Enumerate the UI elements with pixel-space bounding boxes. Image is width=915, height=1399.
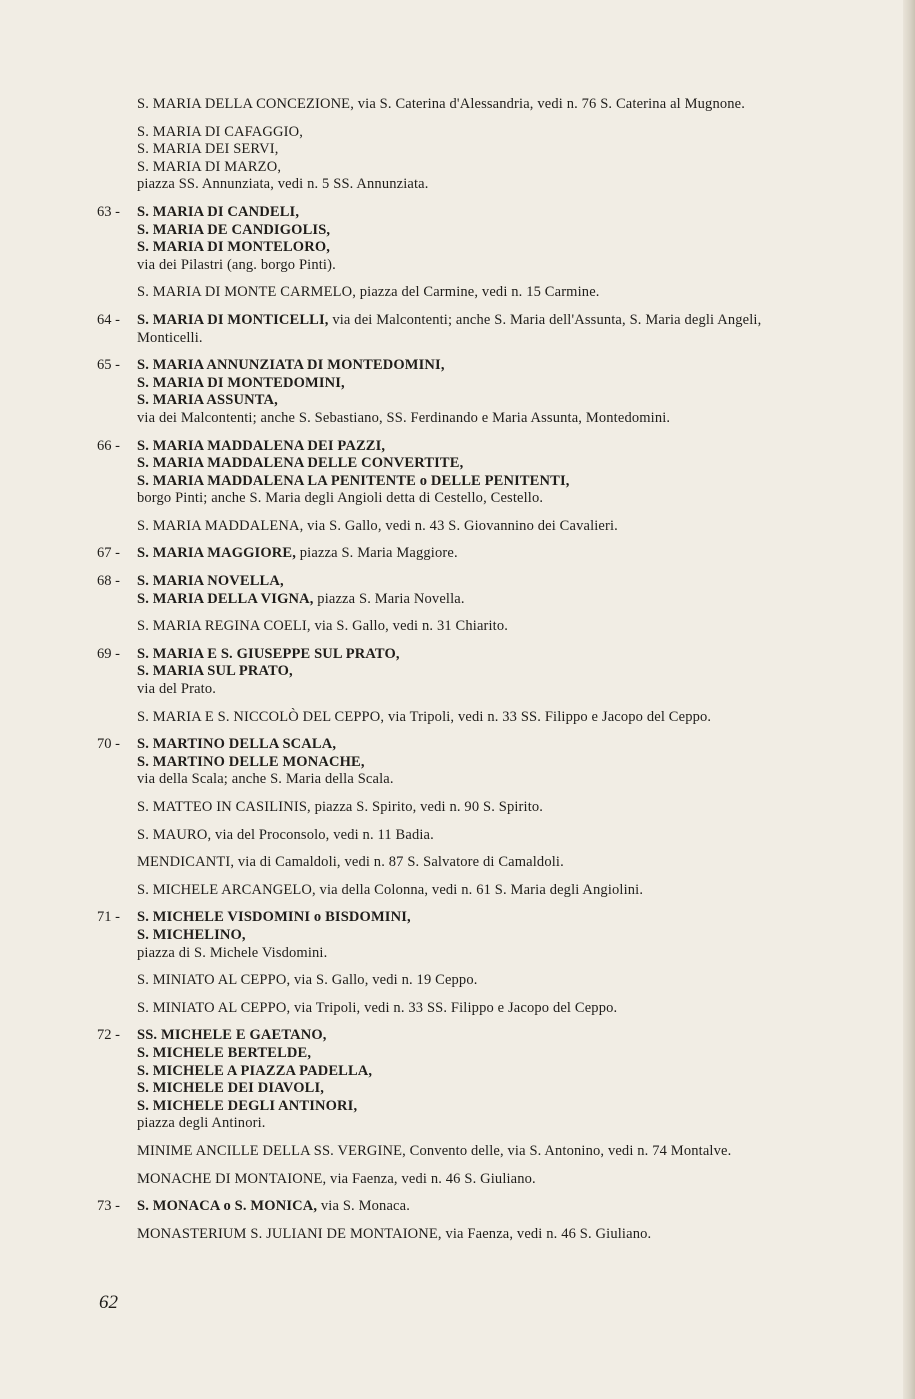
entry-title: S. MICHELE VISDOMINI o BISDOMINI,: [137, 909, 411, 926]
entry-line: [0, 312, 915, 330]
entry-line: [0, 1080, 915, 1098]
entry-number: 67 -: [97, 545, 120, 562]
entry-line: [0, 827, 915, 845]
entry-line: [0, 972, 915, 990]
entry-line: [0, 681, 915, 699]
entry-line: [0, 927, 915, 945]
numbered-entry: [0, 646, 915, 699]
entry-number: 64 -: [97, 311, 120, 328]
entry-title: S. MARIA MADDALENA LA PENITENTE o DELLE PENITENTI,: [137, 472, 570, 489]
numbered-entry: [0, 909, 915, 962]
entry-text: Monticelli.: [137, 329, 203, 346]
cross-reference-entry: [0, 972, 915, 990]
entry-text: MONASTERIUM S. JULIANI DE MONTAIONE, via Faenza, vedi n. 46 S. Giuliano.: [137, 1225, 652, 1242]
entry-line: [0, 1063, 915, 1081]
entry-text: MONACHE DI MONTAIONE, via Faenza, vedi n. 46 S. Giuliano.: [137, 1170, 536, 1187]
numbered-entry: [0, 573, 915, 608]
entry-line: [0, 518, 915, 536]
entry-title: S. MARIA DI MONTEDOMINI,: [137, 374, 345, 391]
entry-title: S. MARIA NOVELLA,: [137, 573, 284, 590]
entry-text: S. MARIA REGINA COELI, via S. Gallo, vedi n. 31 Chiarito.: [137, 618, 509, 635]
entry-line: [0, 754, 915, 772]
entry-line: [0, 410, 915, 428]
entry-text: S. MATTEO IN CASILINIS, piazza S. Spirito, vedi n. 90 S. Spirito.: [137, 799, 544, 815]
entry-text: S. MINIATO AL CEPPO, via S. Gallo, vedi n. 19 Ceppo.: [137, 972, 478, 989]
entry-line: [0, 239, 915, 257]
entry-text: S. MARIA DEI SERVI,: [137, 141, 279, 158]
entry-title: S. MARIA MAGGIORE,: [137, 545, 296, 562]
entry-title: S. MICHELINO,: [137, 926, 246, 943]
cross-reference-entry: [0, 284, 915, 302]
entry-line: [0, 1027, 915, 1045]
entry-line: [0, 96, 915, 114]
entry-text: via S. Monaca.: [317, 1198, 410, 1215]
entry-text: piazza degli Antinori.: [137, 1115, 266, 1132]
entry-title: S. MARIA ANNUNZIATA DI MONTEDOMINI,: [137, 357, 445, 374]
entry-title: S. MARTINO DELLA SCALA,: [137, 736, 337, 753]
entry-line: [0, 1226, 915, 1244]
entry-number: 73 -: [97, 1198, 120, 1215]
entry-line: [0, 455, 915, 473]
cross-reference-entry: [0, 96, 915, 114]
entry-line: [0, 591, 915, 609]
entry-text: piazza di S. Michele Visdomini.: [137, 944, 328, 961]
entry-text: via della Scala; anche S. Maria della Scala.: [137, 771, 394, 788]
entry-line: [0, 284, 915, 302]
entry-line: [0, 545, 915, 563]
entry-line: [0, 1000, 915, 1018]
entry-text: S. MAURO, via del Proconsolo, vedi n. 11 Badia.: [137, 826, 434, 843]
entry-line: [0, 222, 915, 240]
entry-title: S. MARIA DI MONTELORO,: [137, 239, 331, 256]
entry-text: S. MARIA MADDALENA, via S. Gallo, vedi n. 43 S. Giovannino dei Cavalieri.: [137, 517, 618, 534]
entry-title: S. MARIA DI CANDELI,: [137, 203, 300, 220]
entry-line: [0, 392, 915, 410]
cross-reference-entry: [0, 827, 915, 845]
entry-text: via del Prato.: [137, 681, 217, 698]
entry-line: [0, 945, 915, 963]
entry-line: [0, 1198, 915, 1216]
entry-text: piazza S. Maria Novella.: [313, 590, 465, 607]
page-number: 62: [99, 1292, 118, 1313]
entry-title: S. MARIA DELLA VIGNA,: [137, 590, 314, 607]
cross-reference-entry: [0, 1000, 915, 1018]
entry-line: [0, 882, 915, 900]
entry-title: S. MARIA SUL PRATO,: [137, 663, 293, 680]
entry-line: [0, 736, 915, 754]
entry-text: via dei Malcontenti; anche S. Sebastiano, SS. Ferdinando e Maria Assunta, Montedomini.: [137, 409, 671, 426]
entry-line: [0, 1171, 915, 1189]
cross-reference-entry: [0, 1171, 915, 1189]
index-entries: [0, 96, 915, 1253]
entry-line: [0, 909, 915, 927]
entry-line: [0, 375, 915, 393]
entry-title: SS. MICHELE E GAETANO,: [137, 1027, 327, 1044]
cross-reference-entry: [0, 882, 915, 900]
entry-line: [0, 490, 915, 508]
entry-line: [0, 1115, 915, 1133]
entry-line: [0, 159, 915, 177]
cross-reference-entry: [0, 799, 915, 817]
cross-reference-entry: [0, 618, 915, 636]
entry-text: via dei Malcontenti; anche S. Maria dell'Assunta, S. Maria degli Angeli,: [328, 311, 762, 328]
entry-text: S. MINIATO AL CEPPO, via Tripoli, vedi n. 33 SS. Filippo e Jacopo del Ceppo.: [137, 999, 618, 1016]
cross-reference-entry: [0, 1226, 915, 1244]
entry-text: borgo Pinti; anche S. Maria degli Angioli detta di Cestello, Cestello.: [137, 490, 544, 507]
numbered-entry: [0, 204, 915, 274]
entry-title: S. MARIA E S. GIUSEPPE SUL PRATO,: [137, 645, 400, 662]
numbered-entry: [0, 312, 915, 347]
entry-title: S. MARIA MADDALENA DEI PAZZI,: [137, 437, 386, 454]
entry-line: [0, 1098, 915, 1116]
numbered-entry: [0, 736, 915, 789]
entry-title: S. MARIA ASSUNTA,: [137, 392, 278, 409]
cross-reference-entry: [0, 1143, 915, 1161]
entry-title: S. MICHELE DEGLI ANTINORI,: [137, 1097, 358, 1114]
numbered-entry: [0, 357, 915, 427]
entry-text: S. MARIA DI MONTE CARMELO, piazza del Carmine, vedi n. 15 Carmine.: [137, 284, 600, 301]
cross-reference-entry: [0, 854, 915, 872]
entry-text: S. MARIA DI CAFAGGIO,: [137, 123, 304, 140]
entry-title: S. MONACA o S. MONICA,: [137, 1198, 318, 1215]
entry-text: piazza S. Maria Maggiore.: [296, 545, 458, 562]
entry-line: [0, 1045, 915, 1063]
entry-title: S. MARIA DI MONTICELLI,: [137, 311, 329, 328]
entry-text: MINIME ANCILLE DELLA SS. VERGINE, Convento delle, via S. Antonino, vedi n. 74 Montalve.: [137, 1142, 732, 1159]
entry-line: [0, 204, 915, 222]
entry-text: piazza SS. Annunziata, vedi n. 5 SS. Annunziata.: [137, 176, 429, 193]
cross-reference-entry: [0, 518, 915, 536]
entry-text: via dei Pilastri (ang. borgo Pinti).: [137, 256, 336, 273]
entry-number: 71 -: [97, 909, 120, 926]
entry-line: [0, 357, 915, 375]
entry-title: S. MARIA DE CANDIGOLIS,: [137, 221, 331, 238]
entry-number: 70 -: [97, 736, 120, 753]
entry-text: S. MARIA E S. NICCOLÒ DEL CEPPO, via Tripoli, vedi n. 33 SS. Filippo e Jacopo del Ceppo.: [137, 708, 712, 725]
entry-number: 69 -: [97, 645, 120, 662]
entry-line: [0, 646, 915, 664]
entry-line: [0, 257, 915, 275]
entry-line: [0, 473, 915, 491]
entry-line: [0, 663, 915, 681]
entry-line: [0, 141, 915, 159]
numbered-entry: [0, 438, 915, 508]
entry-title: S. MICHELE A PIAZZA PADELLA,: [137, 1062, 373, 1079]
entry-line: [0, 438, 915, 456]
entry-number: 65 -: [97, 357, 120, 374]
entry-line: [0, 124, 915, 142]
entry-line: [0, 1143, 915, 1161]
entry-line: [0, 176, 915, 194]
entry-title: S. MARIA MADDALENA DELLE CONVERTITE,: [137, 455, 464, 472]
entry-line: [0, 771, 915, 789]
entry-text: S. MARIA DELLA CONCEZIONE, via S. Caterina d'Alessandria, vedi n. 76 S. Caterina al Mugnone.: [137, 96, 746, 112]
numbered-entry: [0, 545, 915, 563]
entry-line: [0, 709, 915, 727]
numbered-entry: [0, 1027, 915, 1133]
entry-number: 66 -: [97, 437, 120, 454]
entry-line: [0, 573, 915, 591]
cross-reference-entry: [0, 124, 915, 194]
entry-number: 72 -: [97, 1027, 120, 1044]
entry-line: [0, 799, 915, 817]
entry-text: MENDICANTI, via di Camaldoli, vedi n. 87 S. Salvatore di Camaldoli.: [137, 854, 564, 871]
entry-line: [0, 854, 915, 872]
entry-title: S. MARTINO DELLE MONACHE,: [137, 753, 365, 770]
entry-title: S. MICHELE BERTELDE,: [137, 1044, 312, 1061]
entry-text: S. MICHELE ARCANGELO, via della Colonna, vedi n. 61 S. Maria degli Angiolini.: [137, 881, 644, 898]
cross-reference-entry: [0, 709, 915, 727]
entry-number: 63 -: [97, 203, 120, 220]
entry-title: S. MICHELE DEI DIAVOLI,: [137, 1080, 325, 1097]
entry-line: [0, 330, 915, 348]
entry-text: S. MARIA DI MARZO,: [137, 158, 282, 175]
entry-number: 68 -: [97, 573, 120, 590]
entry-line: [0, 618, 915, 636]
numbered-entry: [0, 1198, 915, 1216]
